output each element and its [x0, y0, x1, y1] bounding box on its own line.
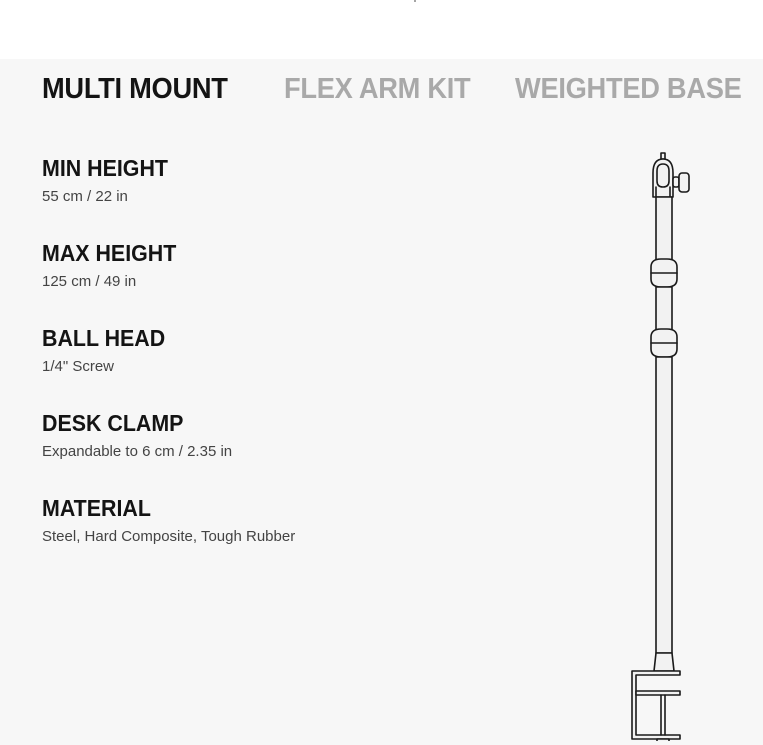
- spec-label: BALL HEAD: [42, 325, 166, 351]
- top-strip: [0, 0, 763, 59]
- spec-material: [42, 494, 462, 579]
- spec-label: MATERIAL: [42, 495, 151, 521]
- tab-weighted-base[interactable]: WEIGHTED BASE: [515, 73, 742, 105]
- product-specs-panel: [0, 59, 763, 745]
- spec-value: 55 cm / 22 in: [42, 188, 128, 205]
- product-tabs: [0, 59, 763, 129]
- spec-label: DESK CLAMP: [42, 410, 184, 436]
- spec-value: 125 cm / 49 in: [42, 273, 137, 290]
- spec-min-height: [42, 154, 462, 239]
- spec-label: MAX HEIGHT: [42, 240, 177, 266]
- spec-value: Expandable to 6 cm / 2.35 in: [42, 443, 233, 460]
- multi-mount-illustration-icon: [590, 151, 710, 741]
- top-dot: [414, 0, 416, 2]
- spec-label: MIN HEIGHT: [42, 155, 168, 181]
- spec-desk-clamp: [42, 409, 462, 494]
- spec-list: [42, 154, 462, 579]
- spec-value: 1/4" Screw: [42, 358, 115, 375]
- spec-value: Steel, Hard Composite, Tough Rubber: [42, 528, 296, 545]
- spec-max-height: [42, 239, 462, 324]
- spec-ball-head: [42, 324, 462, 409]
- tab-flex-arm-kit[interactable]: FLEX ARM KIT: [284, 73, 471, 105]
- tab-multi-mount[interactable]: MULTI MOUNT: [42, 73, 228, 105]
